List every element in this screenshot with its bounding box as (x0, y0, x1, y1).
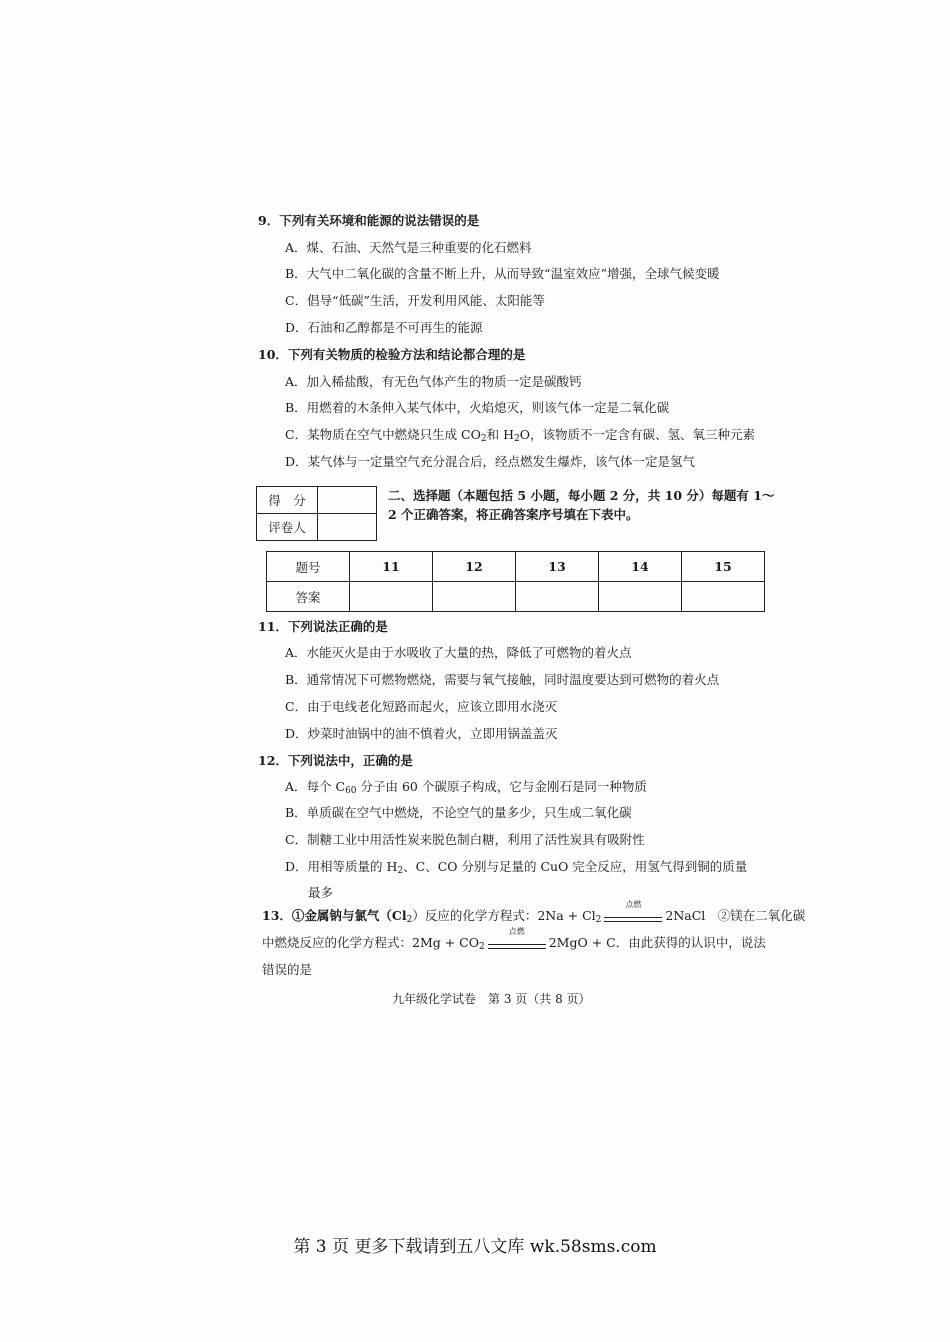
q12-option-a (285, 781, 647, 796)
reaction-condition-arrow (604, 900, 662, 922)
q9-stem: 9．下列有关环境和能源的说法错误的是 (258, 213, 480, 228)
q12-option-a-part1: A．每个 C (285, 779, 346, 794)
q11-option-d: D．炒菜时油锅中的油不慎着火，立即用锅盖盖灭 (285, 726, 558, 741)
q11-option-a: A．水能灭火是由于水吸收了大量的热，降低了可燃物的着火点 (285, 645, 632, 660)
q12-option-d-continuation: 最多 (308, 885, 334, 900)
q12-option-d (285, 861, 747, 876)
q9-option-c: C．倡导“低碳”生活，开发利用风能、太阳能等 (285, 293, 545, 308)
q10-option-b: B．用燃着的木条伸入某气体中，火焰熄灭，则该气体一定是二氧化碳 (285, 400, 670, 415)
q9-option-b: B．大气中二氧化碳的含量不断上升，从而导致“温室效应”增强，全球气候变暖 (285, 266, 720, 281)
score-box (256, 486, 377, 541)
subscript: 2 (406, 915, 413, 925)
q12-option-b: B．单质碳在空气中燃烧，不论空气的量多少，只生成二氧化碳 (285, 805, 632, 820)
q9-option-a: A．煤、石油、天然气是三种重要的化石燃料 (285, 240, 532, 255)
q11-stem: 11．下列说法正确的是 (258, 619, 388, 634)
q12-stem: 12．下列说法中，正确的是 (258, 753, 413, 768)
q13-line1-part1: 13．①金属钠与氯气（Cl (262, 908, 407, 923)
question-number-cell: 12 (433, 552, 516, 582)
q13-line2-part2: 2MgO + C．由此获得的认识中，说法 (548, 935, 766, 950)
q10-option-c-part2: 和 H (486, 427, 514, 442)
q10-option-d: D．某气体与一定量空气充分混合后，经点燃发生爆炸，该气体一定是氢气 (285, 454, 696, 469)
answer-cell (682, 582, 765, 612)
subscript: 60 (345, 786, 357, 796)
reaction-condition-label: 点燃 (625, 900, 642, 909)
q10-option-c-part3: O，该物质不一定含有碳、氢、氧三种元素 (519, 427, 755, 442)
q12-option-d-part2: 、C、CO 分别与足量的 CuO 完全反应，用氢气得到铜的质量 (403, 859, 748, 874)
answer-table-header-label: 题号 (267, 552, 350, 582)
section2-heading-line1: 二、选择题（本题包括 5 小题，每小题 2 分，共 10 分）每题有 1～ (388, 488, 775, 503)
question-number-cell: 13 (516, 552, 599, 582)
q11-option-c: C．由于电线老化短路而起火，应该立即用水浇灭 (285, 699, 558, 714)
q13-line1 (262, 900, 806, 925)
q10-stem: 10．下列有关物质的检验方法和结论都合理的是 (258, 347, 526, 362)
q13-line3: 错误的是 (262, 962, 313, 977)
subscript: 2 (595, 915, 602, 925)
answer-cell (599, 582, 682, 612)
subscript: 2 (480, 434, 487, 444)
site-footer: 第 3 页 更多下载请到五八文库 wk.58sms.com (293, 1237, 657, 1257)
answer-row-label: 答案 (267, 582, 350, 612)
answer-cell (350, 582, 433, 612)
q10-option-a: A．加入稀盐酸，有无色气体产生的物质一定是碳酸钙 (285, 374, 582, 389)
q13-line2 (262, 927, 766, 952)
section2-heading-line2: 2 个正确答案，将正确答案序号填在下表中。 (388, 507, 639, 522)
question-number-cell: 14 (599, 552, 682, 582)
q10-option-c (285, 429, 755, 444)
reaction-condition-arrow (488, 927, 546, 949)
q12-option-a-part2: 分子由 60 个碳原子构成，它与金刚石是同一种物质 (356, 779, 647, 794)
q11-option-b: B．通常情况下可燃物燃烧，需要与氧气接触，同时温度要达到可燃物的着火点 (285, 672, 720, 687)
answer-table (266, 551, 765, 612)
q13-line2-part1: 中燃烧反应的化学方程式：2Mg + CO (262, 935, 479, 950)
q13-line1-part3: 2NaCl ②镁在二氧化碳 (665, 908, 806, 923)
q12-option-d-part1: D．用相等质量的 H (285, 859, 398, 874)
exam-page-footer: 九年级化学试卷 第 3 页（共 8 页） (392, 992, 591, 1006)
subscript: 2 (513, 434, 520, 444)
q10-option-c-part1: C．某物质在空气中燃烧只生成 CO (285, 427, 481, 442)
score-cell (318, 487, 377, 514)
q12-option-c: C．制糖工业中用活性炭来脱色制白糖，利用了活性炭具有吸附性 (285, 832, 645, 847)
subscript: 2 (397, 866, 404, 876)
subscript: 2 (479, 942, 485, 952)
q9-option-d: D．石油和乙醇都是不可再生的能源 (285, 320, 483, 335)
grader-label: 评卷人 (257, 514, 318, 541)
question-number-cell: 11 (350, 552, 433, 582)
answer-cell (433, 582, 516, 612)
score-label: 得 分 (257, 487, 318, 514)
grader-cell (318, 514, 377, 541)
reaction-condition-label: 点燃 (508, 927, 525, 936)
answer-cell (516, 582, 599, 612)
question-number-cell: 15 (682, 552, 765, 582)
q13-line1-part2: ）反应的化学方程式：2Na + Cl (412, 908, 596, 923)
